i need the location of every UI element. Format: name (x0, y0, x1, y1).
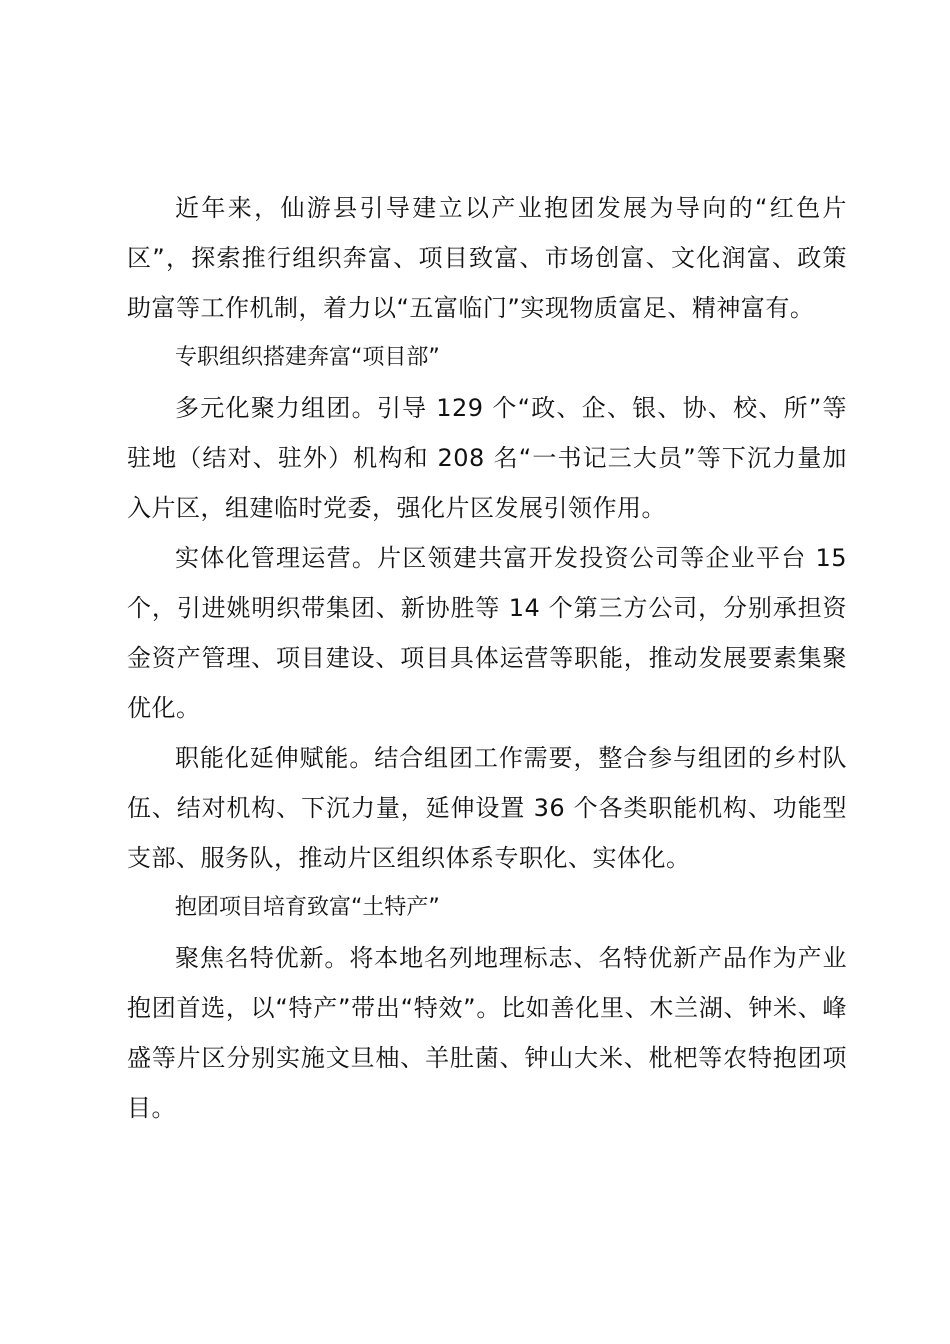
section-heading-project-dept: 专职组织搭建奔富“项目部” (175, 345, 440, 370)
paragraph-functional-extension: 职能化延伸赋能。结合组团工作需要，整合参与组团的乡村队伍、结对机构、下沉力量，延伸设置 36 个各类职能机构、功能型支部、服务队，推动片区组织体系专职化、实体化。 (127, 744, 847, 872)
document-body (127, 183, 847, 1133)
intro-paragraph: 近年来，仙游县引导建立以产业抱团发展为导向的“红色片区”，探索推行组织奔富、项目致富、市场创富、文化润富、政策助富等工作机制，着力以“五富临门”实现物质富足、精神富有。 (127, 194, 847, 322)
paragraph-entity-management: 实体化管理运营。片区领建共富开发投资公司等企业平台 15 个，引进姚明织带集团、新协胜等 14 个第三方公司，分别承担资金资产管理、项目建设、项目具体运营等职能，推动发展要素集聚优化。 (127, 544, 847, 722)
paragraph-diversified-grouping: 多元化聚力组团。引导 129 个“政、企、银、协、校、所”等驻地（结对、驻外）机构和 208 名“一书记三大员”等下沉力量加入片区，组建临时党委，强化片区发展引领作用。 (127, 394, 847, 522)
paragraph-famous-products: 聚焦名特优新。将本地名列地理标志、名特优新产品作为产业抱团首选，以“特产”带出“特效”。比如善化里、木兰湖、钟米、峰盛等片区分别实施文旦柚、羊肚菌、钟山大米、枇杷等农特抱团项目。 (127, 944, 847, 1122)
section-heading-local-specialties: 抱团项目培育致富“土特产” (175, 895, 440, 920)
